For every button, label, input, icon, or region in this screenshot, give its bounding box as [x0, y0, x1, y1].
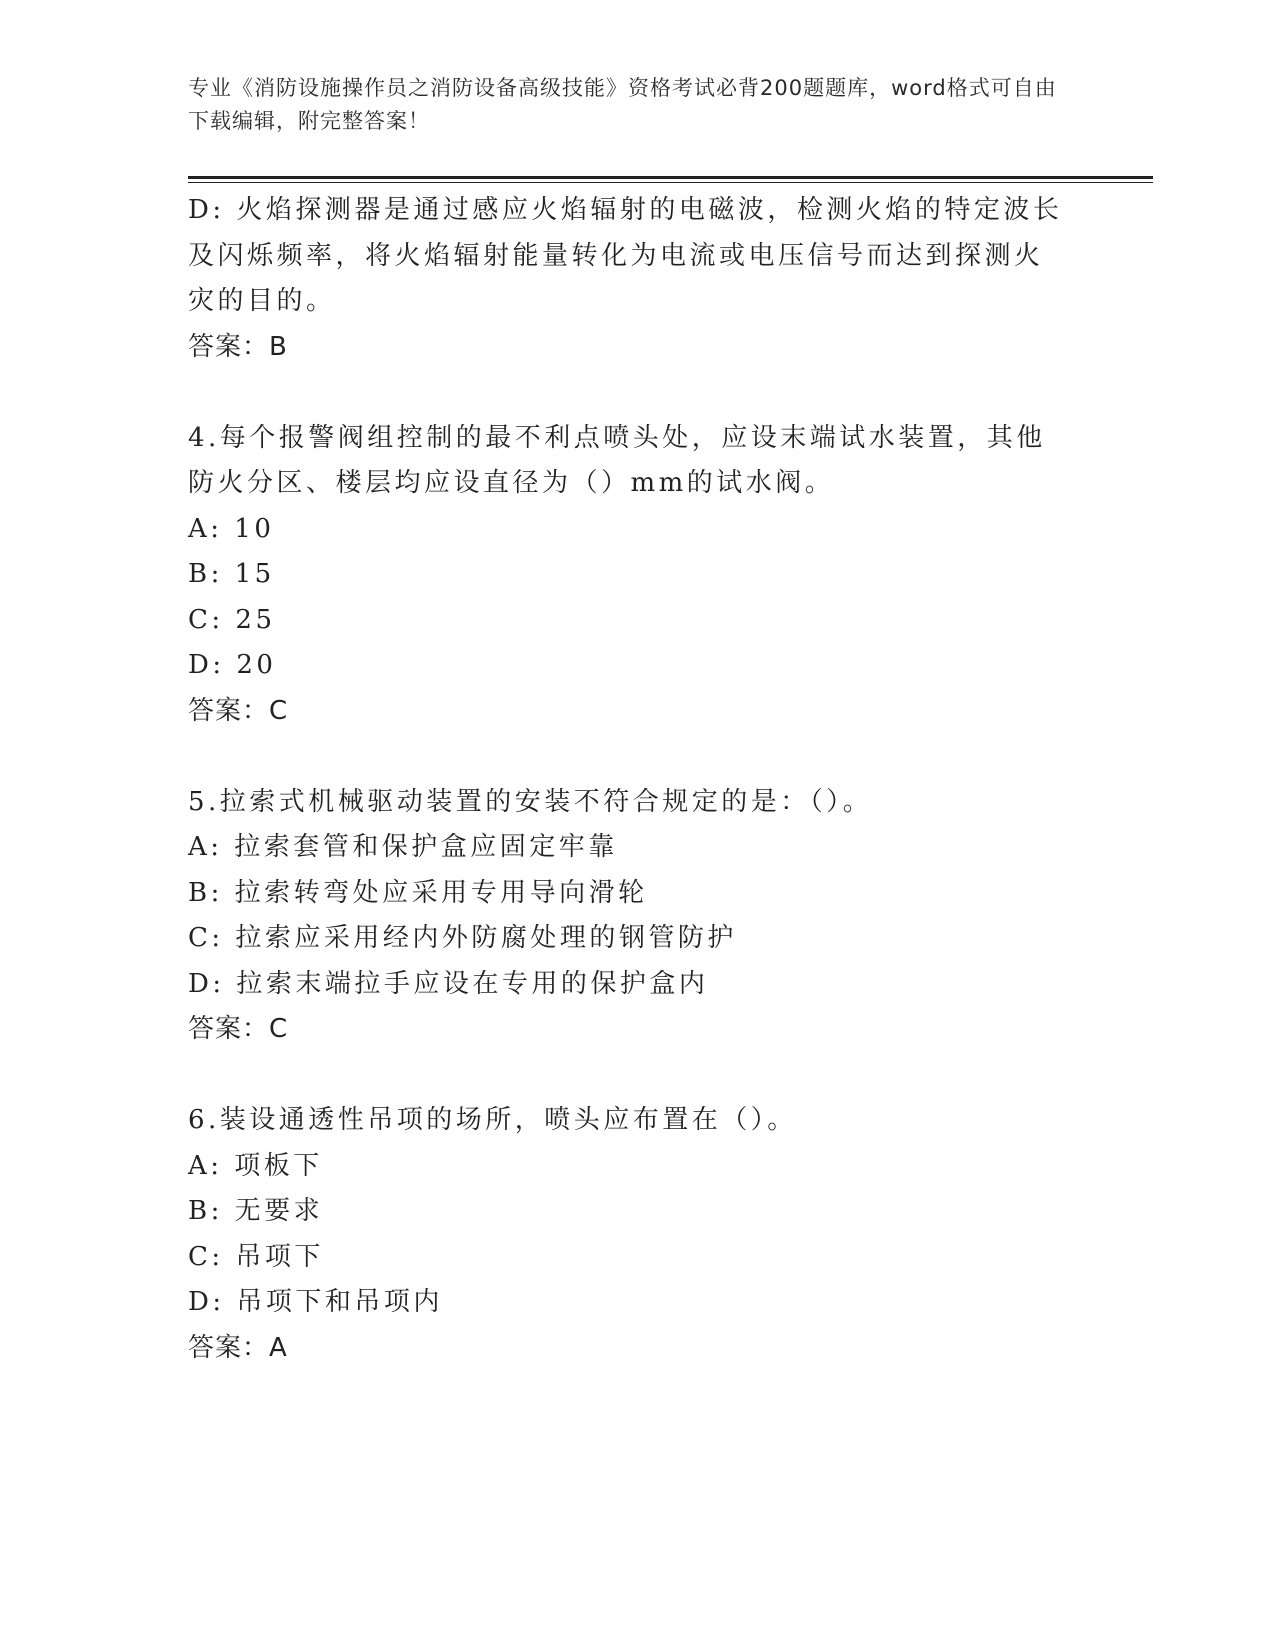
- option-a: A: 10: [188, 513, 275, 544]
- question-stem: 4.每个报警阀组控制的最不利点喷头处，应设末端试水装置，其他防火分区、楼层均应设直径为（）mm的试水阀。: [188, 422, 1046, 498]
- spacer: [188, 370, 1068, 416]
- option-b: B: 拉索转弯处应采用专用导向滑轮: [188, 877, 648, 908]
- option-d: D: 拉索末端拉手应设在专用的保护盒内: [188, 968, 709, 999]
- answer-line: 答案：B: [188, 331, 288, 362]
- header-divider-thin: [188, 182, 1153, 183]
- header-divider-thick: [188, 176, 1153, 179]
- answer-line: 答案：C: [188, 695, 289, 726]
- answer-line: 答案：C: [188, 1014, 289, 1044]
- question-content: [188, 188, 1068, 1371]
- option-d: D: 火焰探测器是通过感应火焰辐射的电磁波，检测火焰的特定波长及闪烁频率，将火焰辐射能量转化为电流或电压信号而达到探测火灾的目的。: [188, 195, 1063, 316]
- spacer: [188, 1053, 1068, 1099]
- question-4: [188, 416, 1068, 735]
- option-b: B: 15: [188, 559, 275, 589]
- question-stem: 5.拉索式机械驱动装置的安装不符合规定的是：（）。: [188, 786, 873, 817]
- question-6: [188, 1098, 1068, 1371]
- spacer: [188, 734, 1068, 780]
- question-stem: 6.装设通透性吊项的场所，喷头应布置在（）。: [188, 1105, 797, 1135]
- option-d: D: 20: [188, 650, 277, 680]
- option-c: C: 25: [188, 604, 276, 635]
- page-header: 专业《消防设施操作员之消防设备高级技能》资格考试必背200题题库，word格式可自由下载编辑，附完整答案！: [188, 76, 1057, 133]
- previous-question-tail: [188, 188, 1068, 370]
- option-b: B: 无要求: [188, 1196, 324, 1226]
- option-d: D: 吊项下和吊项内: [188, 1287, 443, 1317]
- option-a: A: 项板下: [188, 1150, 323, 1181]
- option-a: A: 拉索套管和保护盒应固定牢靠: [188, 832, 618, 862]
- option-c: C: 拉索应采用经内外防腐处理的钢管防护: [188, 923, 737, 953]
- option-c: C: 吊项下: [188, 1241, 324, 1272]
- question-5: [188, 780, 1068, 1053]
- answer-line: 答案：A: [188, 1332, 288, 1363]
